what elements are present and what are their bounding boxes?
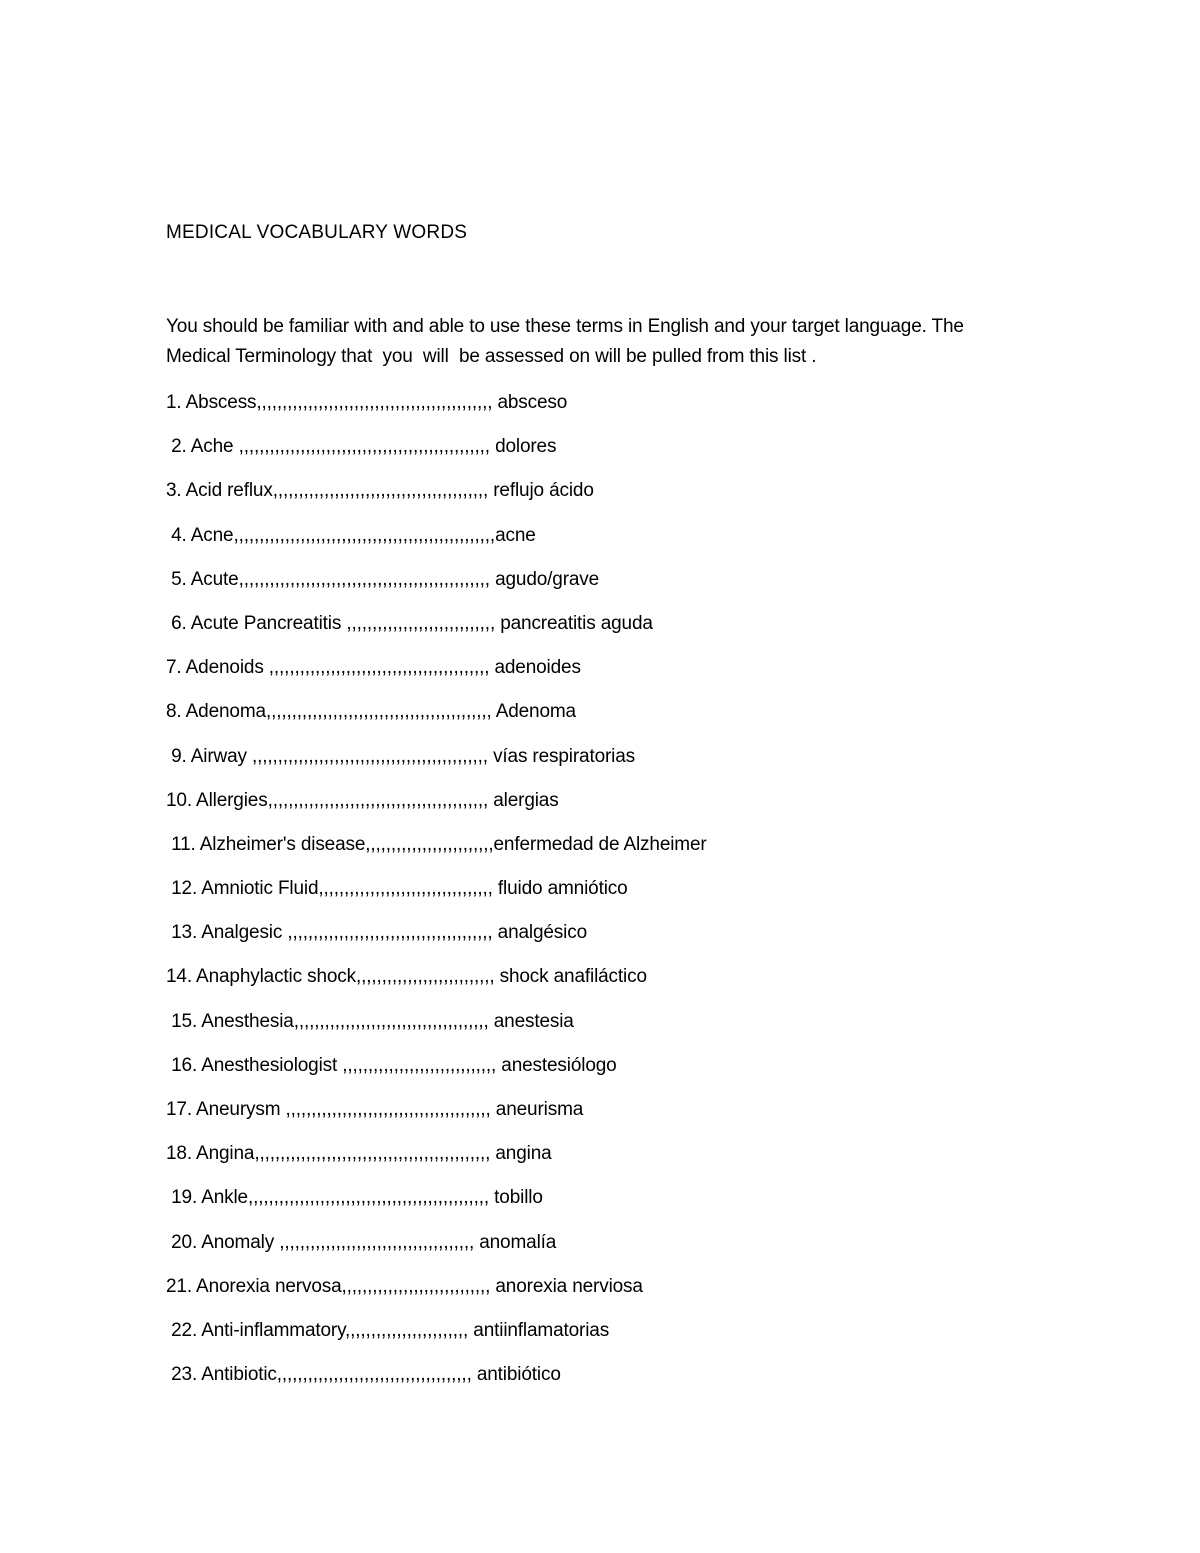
item-term: Anomaly: [201, 1231, 275, 1253]
item-number: 6.: [166, 612, 191, 634]
list-item: [166, 965, 707, 1009]
item-number: 9.: [166, 745, 191, 767]
list-item: [166, 1054, 707, 1098]
list-item: [166, 789, 707, 833]
item-number: 4.: [166, 524, 191, 546]
item-number: 23.: [166, 1364, 202, 1386]
item-number: 20.: [166, 1231, 202, 1253]
list-item: [166, 877, 707, 921]
list-item: [166, 1010, 707, 1054]
list-item: [166, 568, 707, 612]
item-number: 12.: [166, 878, 202, 900]
list-item: [166, 745, 707, 789]
comma-separator: ,,,,,,,,,,,,,,,,,,,,,,,,,,,,,,,,,,,,,,: [293, 1010, 494, 1032]
item-number: 19.: [166, 1187, 202, 1209]
comma-separator: ,,,,,,,,,,,,,,,,,,,,,,,,,,,,,,,,,,,,,,,,,,,,,,,,,: [238, 568, 496, 590]
comma-separator: ,,,,,,,,,,,,,,,,,,,,,,,,,,,: [356, 966, 500, 988]
page-title: MEDICAL VOCABULARY WORDS: [166, 222, 468, 243]
item-number: 2.: [166, 436, 191, 458]
comma-separator: ,,,,,,,,,,,,,,,,,,,,,,,,,,,,,,,,,,,,,,,,,,,,,,: [254, 1143, 496, 1165]
item-number: 7.: [166, 657, 186, 679]
item-translation: anomalía: [479, 1231, 557, 1253]
item-translation: analgésico: [497, 922, 588, 944]
comma-separator: ,,,,,,,,,,,,,,,,,,,,,,,,,,,,,,,,,,,,,,,,,,,,,,: [246, 745, 494, 767]
list-item: [166, 435, 707, 479]
item-number: 15.: [166, 1010, 202, 1032]
item-number: 5.: [166, 568, 191, 590]
item-term: Anaphylactic shock: [196, 966, 356, 988]
list-item: [166, 833, 707, 877]
item-term: Adenoma: [185, 701, 266, 723]
item-number: 3.: [166, 480, 186, 502]
item-term: Acute: [190, 568, 239, 590]
item-number: 13.: [166, 922, 202, 944]
item-term: Ache: [190, 436, 234, 458]
item-term: Acute Pancreatitis: [190, 612, 342, 634]
comma-separator: ,,,,,,,,,,,,,,,,,,,,,,,,,,,,,,,,,,,,,,,,,,,,,,,,,,,: [233, 524, 496, 546]
list-item: [166, 1319, 707, 1363]
intro-paragraph-line-2: Medical Terminology that you will be assessed on will be pulled from this list .: [166, 346, 817, 367]
item-translation: angina: [495, 1143, 552, 1165]
item-term: Aneurysm: [196, 1099, 281, 1120]
item-number: 21.: [166, 1275, 197, 1297]
item-term: Anorexia nervosa: [196, 1275, 342, 1297]
comma-separator: ,,,,,,,,,,,,,,,,,,,,,,,,,,,,,,,,,,,,,,,,: [280, 1099, 496, 1120]
comma-separator: ,,,,,,,,,,,,,,,,,,,,,,,,: [345, 1319, 474, 1341]
item-term: Anesthesia: [201, 1010, 294, 1032]
comma-separator: ,,,,,,,,,,,,,,,,,,,,,,,,,,,,,,: [337, 1054, 502, 1076]
item-number: 11.: [166, 833, 200, 855]
comma-separator: ,,,,,,,,,,,,,,,,,,,,,,,,,,,,,,,,,,,,,,,,,,,: [263, 657, 495, 679]
item-term: Ankle: [201, 1187, 248, 1209]
item-translation: anorexia nerviosa: [495, 1275, 643, 1297]
item-translation: adenoides: [494, 657, 581, 679]
item-translation: aneurisma: [495, 1099, 584, 1120]
list-item: [166, 479, 707, 523]
list-item: [166, 391, 707, 435]
item-term: Acid reflux: [185, 480, 273, 502]
list-item: [166, 1186, 707, 1230]
list-item: [166, 612, 707, 656]
item-number: 8.: [166, 701, 186, 723]
item-translation: tobillo: [494, 1187, 543, 1209]
item-translation: absceso: [497, 392, 568, 413]
item-term: Anesthesiologist: [201, 1054, 338, 1076]
item-term: Antibiotic: [201, 1364, 277, 1386]
intro-paragraph-line-1: You should be familiar with and able to use these terms in English and your target language. The: [166, 316, 964, 337]
list-item: [166, 1363, 707, 1407]
list-item: [166, 921, 707, 965]
comma-separator: ,,,,,,,,,,,,,,,,,,,,,,,,,,,,,,,,,,,,,,,,,,,: [267, 789, 494, 811]
list-item: [166, 1098, 707, 1142]
item-translation: vías respiratorias: [493, 745, 636, 767]
vocab-list: [166, 391, 707, 1407]
comma-separator: ,,,,,,,,,,,,,,,,,,,,,,,,,,,,,,,,,,: [318, 878, 498, 900]
item-number: 14.: [166, 966, 197, 988]
item-translation: antiinflamatorias: [473, 1319, 610, 1341]
item-number: 18.: [166, 1143, 197, 1165]
item-translation: fluido amniótico: [497, 878, 628, 900]
item-term: Analgesic: [201, 922, 283, 944]
list-item: [166, 1275, 707, 1319]
comma-separator: ,,,,,,,,,,,,,,,,,,,,,,,,,,,,,,,,,,,,,,,,,,,,,,: [256, 392, 498, 413]
item-translation: pancreatitis aguda: [500, 612, 653, 634]
item-term: Alzheimer's disease: [199, 833, 366, 855]
item-number: 17.: [166, 1099, 197, 1120]
item-term: Angina: [196, 1143, 255, 1165]
comma-separator: ,,,,,,,,,,,,,,,,,,,,,,,,,,,,,: [341, 612, 501, 634]
item-translation: dolores: [495, 436, 557, 458]
comma-separator: ,,,,,,,,,,,,,,,,,,,,,,,,,,,,,,,,,,,,,,,,,,: [272, 480, 494, 502]
item-term: Acne: [190, 524, 234, 546]
comma-separator: ,,,,,,,,,,,,,,,,,,,,,,,,,: [365, 833, 494, 855]
item-term: Anti-inflammatory: [201, 1319, 346, 1341]
comma-separator: ,,,,,,,,,,,,,,,,,,,,,,,,,,,,,,,,,,,,,,: [276, 1364, 477, 1386]
comma-separator: ,,,,,,,,,,,,,,,,,,,,,,,,,,,,,,,,,,,,,,: [274, 1231, 480, 1253]
item-translation: anestesia: [493, 1010, 574, 1032]
comma-separator: ,,,,,,,,,,,,,,,,,,,,,,,,,,,,,,,,,,,,,,,,,,,,,,,,,: [233, 436, 496, 458]
list-item: [166, 524, 707, 568]
comma-separator: ,,,,,,,,,,,,,,,,,,,,,,,,,,,,,,,,,,,,,,,,,,,,: [265, 701, 496, 723]
item-number: 16.: [166, 1054, 202, 1076]
item-translation: alergias: [493, 789, 559, 811]
list-item: [166, 656, 707, 700]
item-number: 1.: [166, 392, 186, 413]
list-item: [166, 700, 707, 744]
item-number: 22.: [166, 1319, 202, 1341]
item-term: Amniotic Fluid: [201, 878, 319, 900]
item-translation: antibiótico: [476, 1364, 561, 1386]
item-translation: enfermedad de Alzheimer: [493, 833, 707, 855]
comma-separator: ,,,,,,,,,,,,,,,,,,,,,,,,,,,,,,,,,,,,,,,,: [282, 922, 498, 944]
item-translation: anestesiólogo: [501, 1054, 617, 1076]
item-term: Adenoids: [185, 657, 264, 679]
comma-separator: ,,,,,,,,,,,,,,,,,,,,,,,,,,,,,: [341, 1275, 496, 1297]
item-term: Abscess: [185, 392, 257, 413]
item-translation: agudo/grave: [495, 568, 600, 590]
comma-separator: ,,,,,,,,,,,,,,,,,,,,,,,,,,,,,,,,,,,,,,,,,,,,,,,: [247, 1187, 495, 1209]
item-term: Airway: [190, 745, 247, 767]
item-term: Allergies: [196, 789, 268, 811]
item-number: 10.: [166, 789, 197, 811]
item-translation: Adenoma: [495, 701, 576, 723]
item-translation: acne: [495, 524, 536, 546]
item-translation: reflujo ácido: [493, 480, 594, 502]
list-item: [166, 1142, 707, 1186]
item-translation: shock anafiláctico: [499, 966, 647, 988]
list-item: [166, 1231, 707, 1275]
